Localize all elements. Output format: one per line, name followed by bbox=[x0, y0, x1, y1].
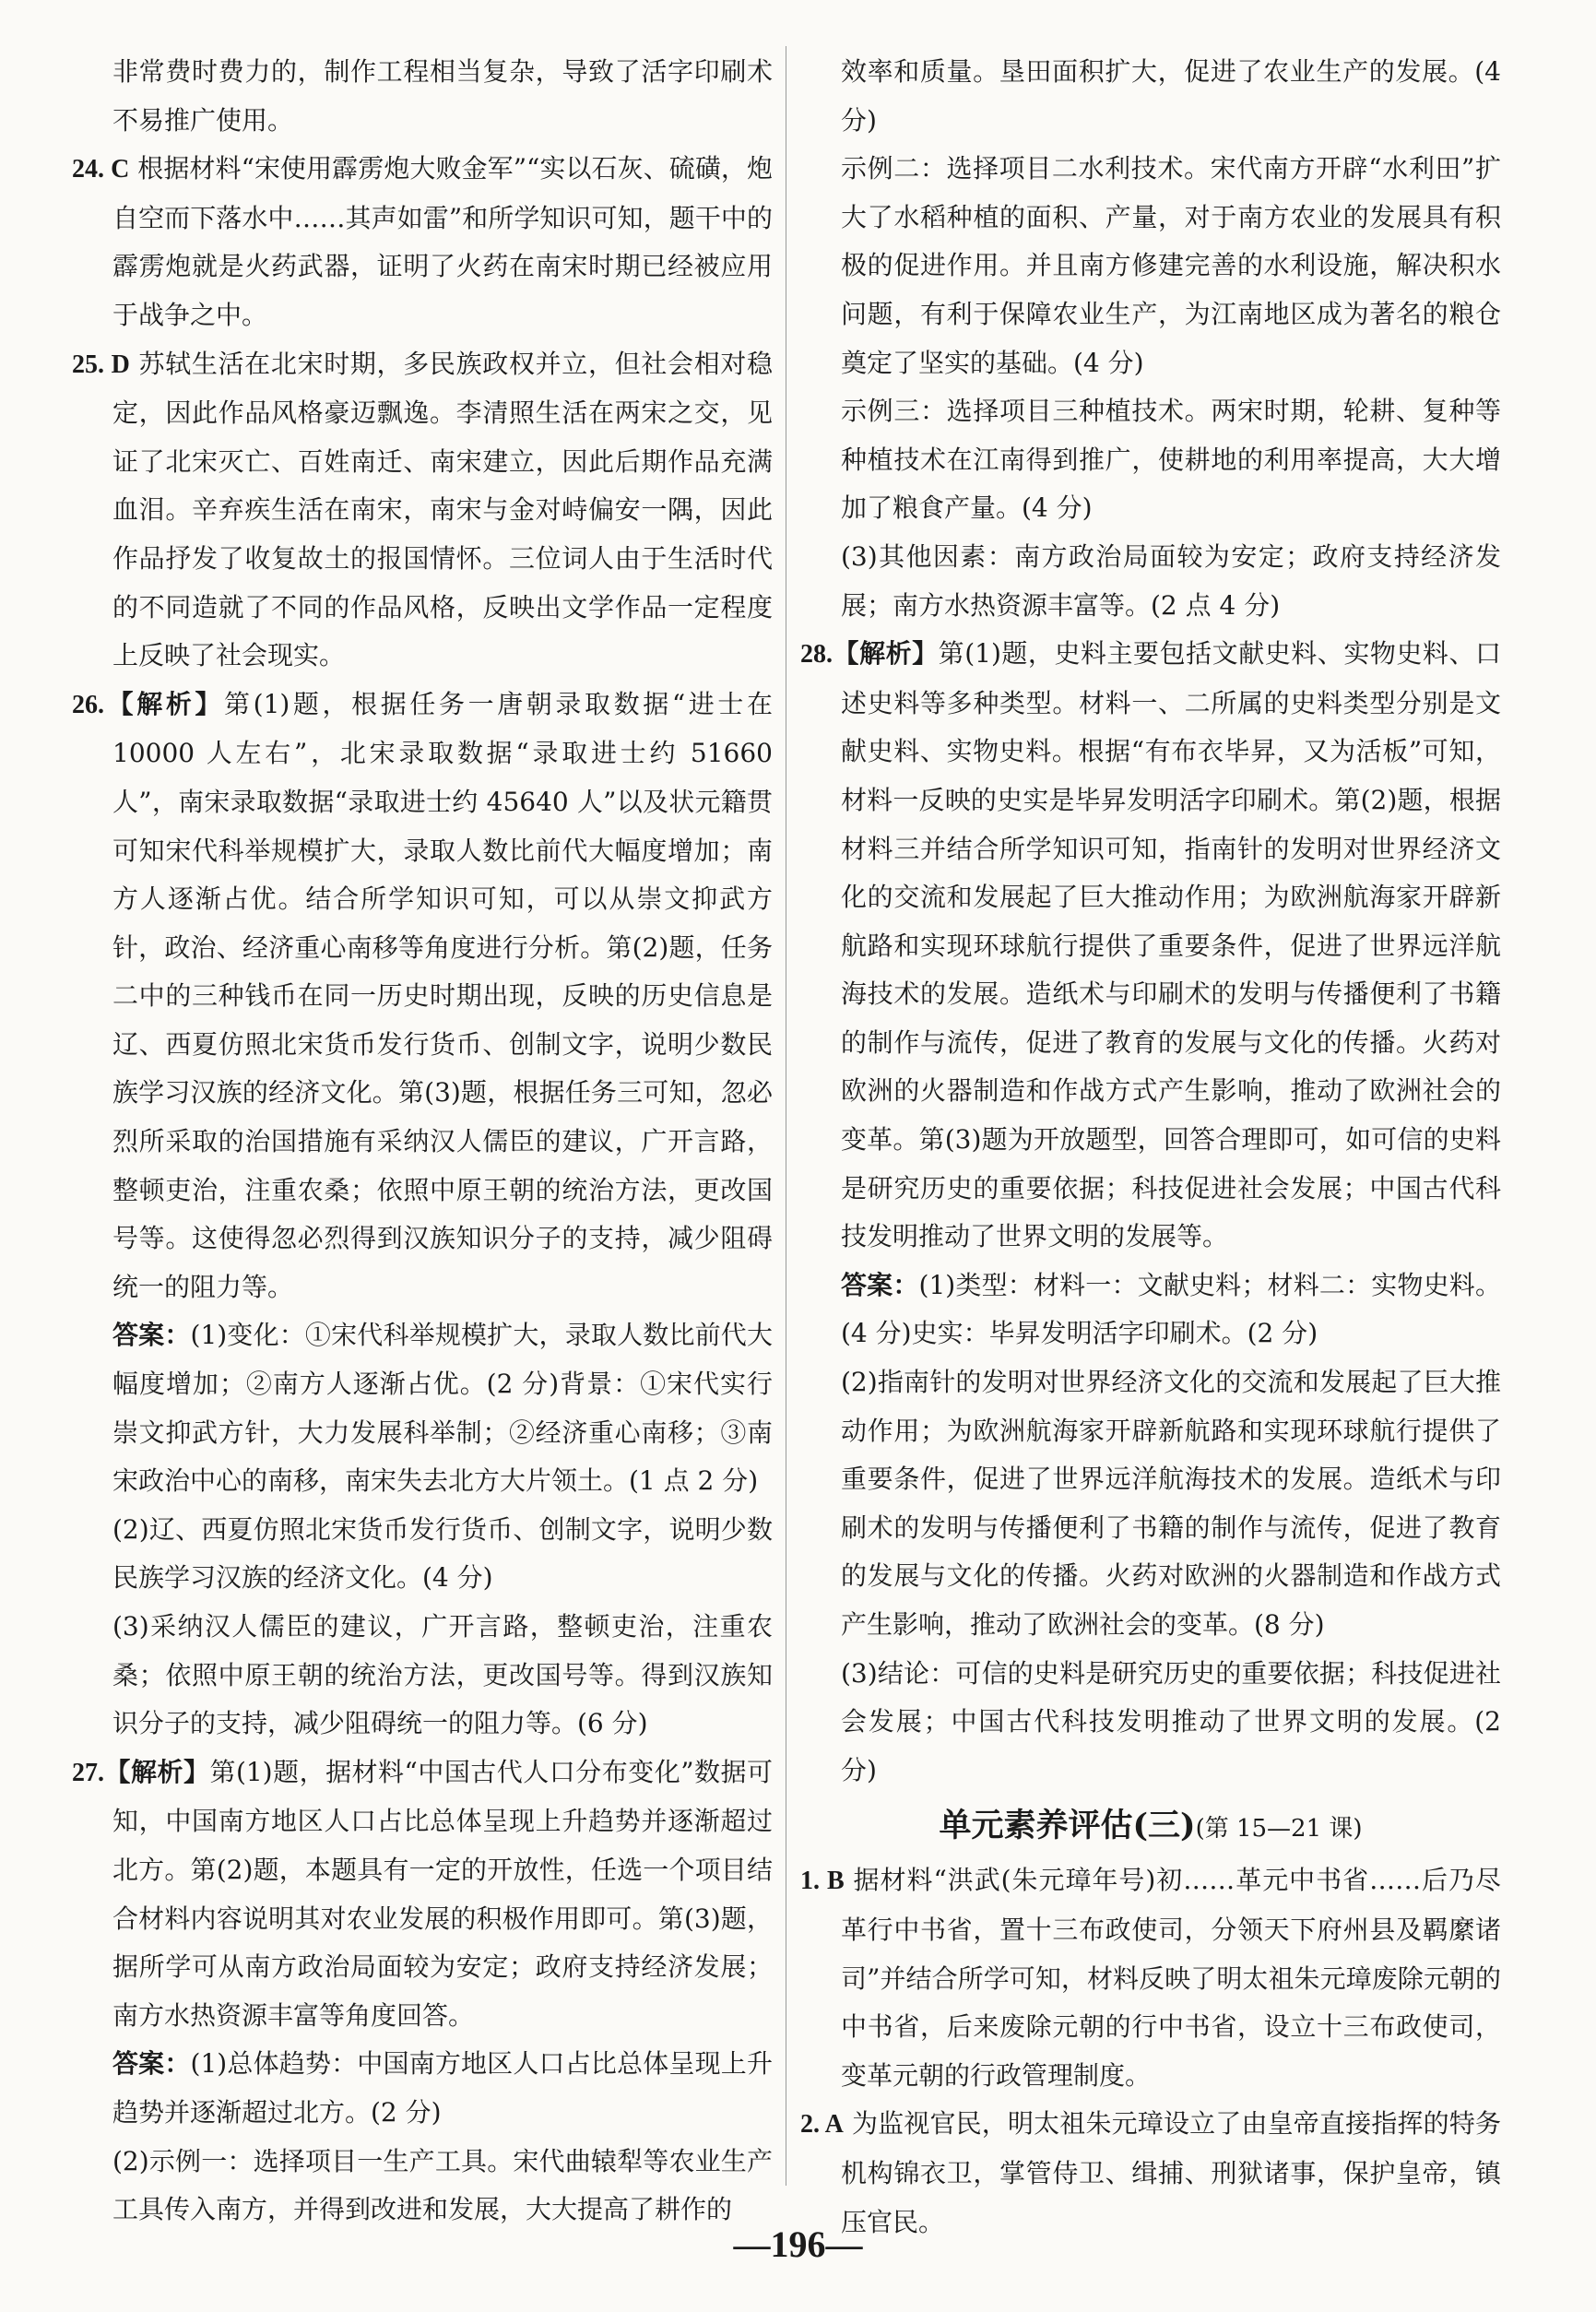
question-number: 24. C bbox=[72, 155, 130, 184]
answer-28-part3: (3)结论：可信的史料是研究历史的重要依据；科技促进社会发展；中国古代科技发明推动了世界文明的发展。(2 分) bbox=[841, 1657, 1501, 1785]
answer-24 bbox=[72, 145, 773, 339]
answer-28-analysis bbox=[800, 630, 1501, 1262]
analysis-text: 第(1)题，根据任务一唐朝录取数据“进士在 10000 人左右”，北宋录取数据“录取进士约 51660 人”，南宋录取数据“录取进士约 45640 人”以及状元籍贯可知宋代科举规模扩大，录取人数比前代大幅度增加；南方人逐渐占优。结合所学知识可知，可以从崇文抑武方针，政治、经济重心南移等角度进行分析。第(2)题，任务二中的三种钱币在同一历史时期出现，反映的历史信息是辽、西夏仿照北宋货币发行货币、创制文字，说明少数民族学习汉族的经济文化。第(3)题，根据任务三可知，忽必烈所采取的治国措施有采纳汉人儒臣的建议，广开言路，整顿吏治，注重农桑；依照中原王朝的统治方法，更改国号等。这使得忽必烈得到汉族知识分子的支持，减少阻碍统一的阻力等。 bbox=[112, 688, 773, 1302]
analysis-tag: 【解析】 bbox=[833, 638, 939, 670]
answer-text: 苏轼生活在北宋时期，多民族政权并立，但社会相对稳定，因此作品风格豪迈飘逸。李清照生活在两宋之交，见证了北宋灭亡、百姓南迁、南宋建立，因此后期作品充满血泪。辛弃疾生活在南宋，南宋与金对峙偏安一隅，因此作品抒发了收复故土的报国情怀。三位词人由于生活时代的不同造就了不同的作品风格，反映出文学作品一定程度上反映了社会现实。 bbox=[112, 348, 773, 671]
answer-text: (1)总体趋势：中国南方地区人口占比总体呈现上升趋势并逐渐超过北方。(2 分) bbox=[112, 2048, 773, 2128]
answer-text: 根据材料“宋使用霹雳炮大败金军”“实以石灰、硫磺，炮自空而下落水中……其声如雷”和所学知识可知，题干中的霹雳炮就是火药武器，证明了火药在南宋时期已经被应用于战争之中。 bbox=[112, 153, 773, 330]
unit-answer-1 bbox=[800, 1856, 1501, 2100]
question-number: 27. bbox=[72, 1758, 104, 1787]
answer-28-part1 bbox=[800, 1262, 1501, 1358]
analysis-text: 第(1)题，据材料“中国古代人口分布变化”数据可知，中国南方地区人口占比总体呈现上升趋势并逐渐超过北方。第(2)题，本题具有一定的开放性，任选一个项目结合材料内容说明其对农业发展的积极作用即可。第(3)题，据所学可从南方政治局面较为安定；政府支持经济发展；南方水热资源丰富等角度回答。 bbox=[112, 1756, 773, 2031]
answer-label: 答案： bbox=[112, 1320, 191, 1351]
question-number: 28. bbox=[800, 640, 833, 670]
answer-25 bbox=[72, 340, 773, 681]
right-column bbox=[800, 48, 1501, 2247]
page-number: —196— bbox=[733, 2223, 863, 2265]
example-3: 示例三：选择项目三种植技术。两宋时期，轮耕、复种等种植技术在江南得到推广，使耕地的利用率提高，大大增加了粮食产量。(4 分) bbox=[841, 396, 1501, 524]
answer-27-part2: (2)示例一：选择项目一生产工具。宋代曲辕犁等农业生产工具传入南方，并得到改进和发展，大大提高了耕作的 bbox=[112, 2145, 773, 2225]
answer-28-part2: (2)指南针的发明对世界经济文化的交流和发展起了巨大推动作用；为欧洲航海家开辟新航路和实现环球航行提供了重要条件，促进了世界远洋航海技术的发展。造纸术与印刷术的发明与传播便利了书籍的制作与流传，促进了教育的发展与文化的传播。火药对欧洲的火器制造和作战方式产生影响，推动了欧洲社会的变革。(8 分) bbox=[841, 1367, 1501, 1640]
left-column bbox=[72, 48, 773, 2235]
answer-27-part1 bbox=[72, 2040, 773, 2137]
question-number: 25. D bbox=[72, 350, 130, 379]
answer-label: 答案： bbox=[841, 1269, 919, 1300]
analysis-tag: 【解析】 bbox=[104, 1756, 210, 1787]
answer-label: 答案： bbox=[112, 2048, 191, 2080]
analysis-tag: 【解析】 bbox=[104, 688, 225, 719]
answer-text: (1)类型：材料一：文献史料；材料二：实物史料。(4 分)史实：毕昇发明活字印刷术。(2 分) bbox=[841, 1269, 1501, 1349]
answer-26-analysis bbox=[72, 681, 773, 1312]
section-title-range: (第 15—21 课) bbox=[1195, 1815, 1363, 1844]
section-title-text: 单元素养评估(三) bbox=[939, 1807, 1196, 1845]
question-number: 26. bbox=[72, 690, 104, 719]
question-number: 1. B bbox=[800, 1867, 845, 1896]
analysis-text: 第(1)题，史料主要包括文献史料、实物史料、口述史料等多种类型。材料一、二所属的史料类型分别是文献史料、实物史料。根据“有布衣毕昇，又为活板”可知，材料一反映的史实是毕昇发明活字印刷术。第(2)题，根据材料三并结合所学知识可知，指南针的发明对世界经济文化的交流和发展起了巨大推动作用；为欧洲航海家开辟新航路和实现环球航行提供了重要条件，促进了世界远洋航海技术的发展。造纸术与印刷术的发明与传播便利了书籍的制作与流传，促进了教育的发展与文化的传播。火药对欧洲的火器制造和作战方式产生影响，推动了欧洲社会的变革。第(3)题为开放题型，回答合理即可，如可信的史料是研究历史的重要依据；科技促进社会发展；中国古代科技发明推动了世界文明的发展等。 bbox=[841, 638, 1501, 1252]
answer-text: (1)变化：①宋代科举规模扩大，录取人数比前代大幅度增加；②南方人逐渐占优。(2 分)背景：①宋代实行崇文抑武方针，大力发展科举制；②经济重心南移；③南宋政治中心的南移，南宋失去北方大片领土。(1 点 2 分) bbox=[112, 1320, 773, 1497]
answer-26-part2: (2)辽、西夏仿照北宋货币发行货币、创制文字，说明少数民族学习汉族的经济文化。(4 分) bbox=[112, 1513, 773, 1594]
answer-26-part3: (3)采纳汉人儒臣的建议，广开言路，整顿吏治，注重农桑；依照中原王朝的统治方法，更改国号等。得到汉族知识分子的支持，减少阻碍统一的阻力等。(6 分) bbox=[112, 1611, 773, 1739]
answer-text: 据材料“洪武(朱元璋年号)初……革元中书省……后乃尽革行中书省，置十三布政使司，分领天下府州县及羁縻诸司”并结合所学可知，材料反映了明太祖朱元璋废除元朝的中书省，后来废除元朝的行中书省，设立十三布政使司，变革元朝的行政管理制度。 bbox=[841, 1865, 1501, 2091]
answer-27-part3: (3)其他因素：南方政治局面较为安定；政府支持经济发展；南方水热资源丰富等。(2 点 4 分) bbox=[841, 540, 1501, 621]
section-title bbox=[800, 1798, 1501, 1856]
answer-26-part1 bbox=[72, 1311, 773, 1505]
question-number: 2. A bbox=[800, 2110, 844, 2140]
example-2: 示例二：选择项目二水利技术。宋代南方开辟“水利田”扩大了水稻种植的面积、产量，对于南方农业的发展具有积极的促进作用。并且南方修建完善的水利设施，解决积水问题，有利于保障农业生产，为江南地区成为著名的粮仓奠定了坚实的基础。(4 分) bbox=[841, 153, 1501, 378]
continued-paragraph: 效率和质量。垦田面积扩大，促进了农业生产的发展。(4 分) bbox=[841, 56, 1501, 136]
answer-text: 为监视官民，明太祖朱元璋设立了由皇帝直接指挥的特务机构锦衣卫，掌管侍卫、缉捕、刑狱诸事，保护皇帝，镇压官民。 bbox=[841, 2108, 1501, 2237]
continued-paragraph: 非常费时费力的，制作工程相当复杂，导致了活字印刷术不易推广使用。 bbox=[112, 56, 773, 136]
answer-27-analysis bbox=[72, 1749, 773, 2041]
